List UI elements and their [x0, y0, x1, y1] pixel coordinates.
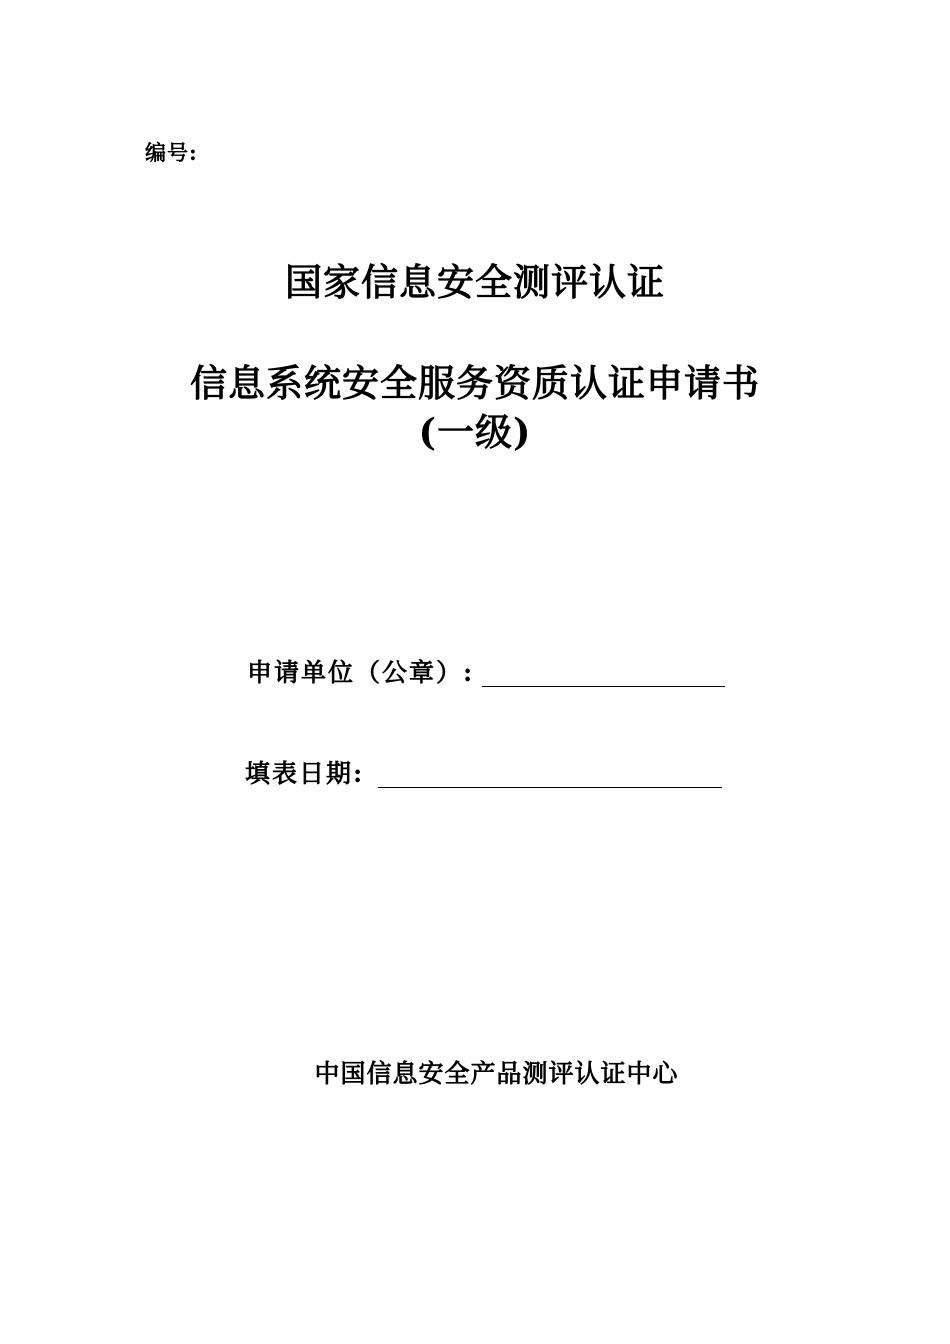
- applicant-field-row: [247, 656, 725, 690]
- applicant-label: 申请单位（公章）:: [247, 658, 475, 687]
- serial-number-label: 编号:: [145, 140, 198, 165]
- applicant-blank-line[interactable]: [482, 658, 725, 687]
- document-title-line-2: 信息系统安全服务资质认证申请书: [190, 361, 760, 405]
- fill-date-blank-line[interactable]: [378, 759, 722, 788]
- document-title-level: (一级): [418, 410, 532, 454]
- fill-date-label: 填表日期:: [245, 759, 365, 788]
- issuing-organization: 中国信息安全产品测评认证中心: [314, 1059, 679, 1088]
- date-field-row: [245, 757, 722, 791]
- document-title-line-1: 国家信息安全测评认证: [285, 260, 665, 304]
